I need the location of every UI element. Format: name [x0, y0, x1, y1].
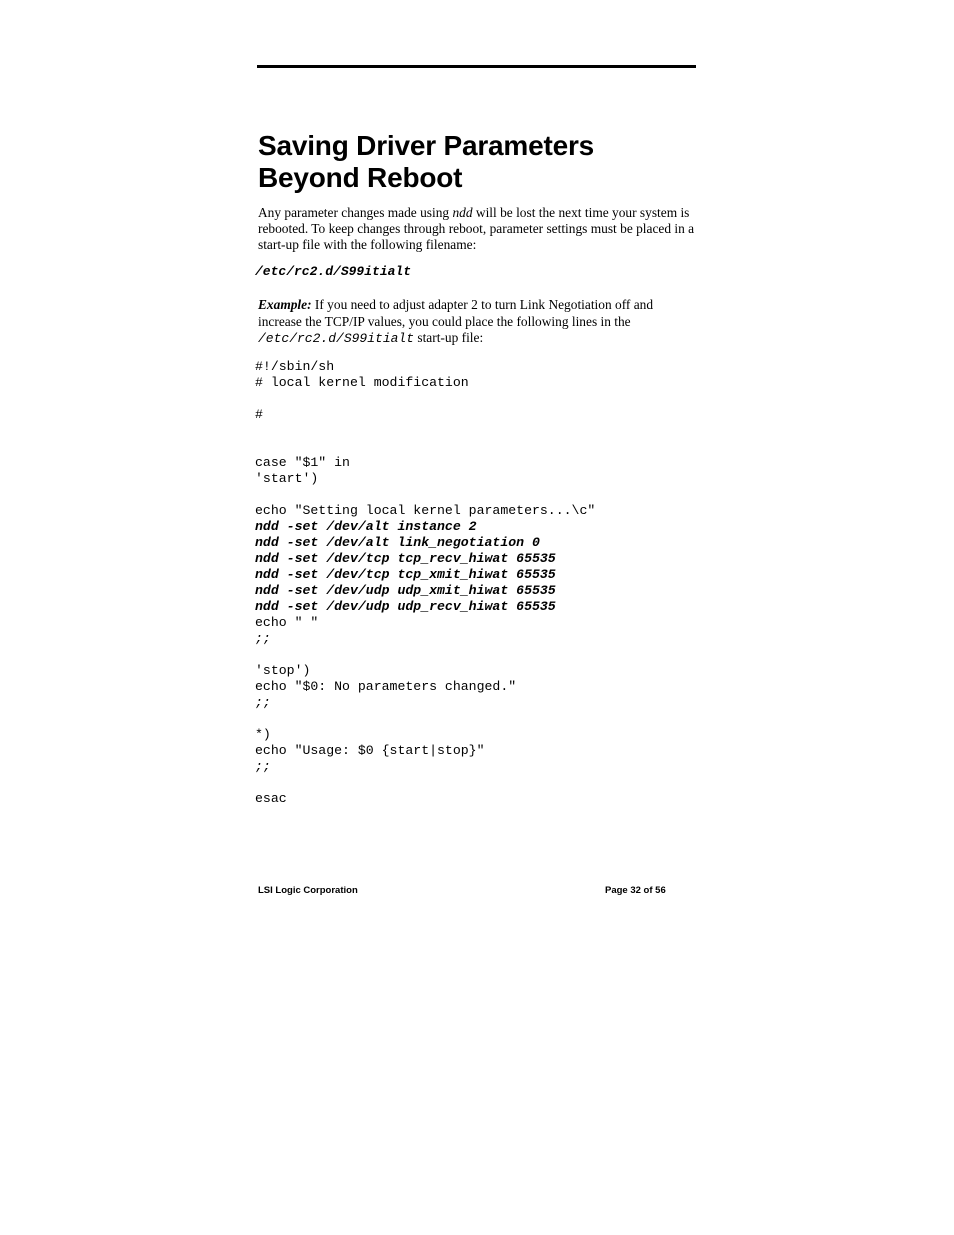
code-line: esac [255, 791, 287, 806]
code-line: 'stop') [255, 663, 311, 678]
code-line [255, 775, 595, 791]
example-text-2: start-up file: [414, 330, 484, 345]
intro-text-1: Any parameter changes made using [258, 205, 453, 220]
example-label: Example: [258, 297, 312, 312]
intro-paragraph [258, 205, 698, 253]
intro-text-2: will be lost the next time your system is rebooted. To keep changes through reboot, parameter settings must be placed in a start-up file with the following filename: [258, 205, 695, 252]
code-listing [255, 359, 595, 807]
code-line: *) [255, 727, 271, 742]
page-title-line-1: Saving Driver Parameters [258, 130, 595, 161]
page-title-line-2: Beyond Reboot [258, 162, 463, 193]
code-line: ;; [255, 631, 271, 646]
header-rule [257, 65, 696, 68]
code-line: echo "Usage: $0 {start|stop}" [255, 743, 485, 758]
code-line: echo "Setting local kernel parameters...\c" [255, 503, 596, 518]
code-line: 'start') [255, 471, 319, 486]
code-line [255, 391, 595, 407]
code-line: ndd -set /dev/tcp tcp_recv_hiwat 65535 [255, 551, 556, 566]
footer-company: LSI Logic Corporation [258, 885, 358, 896]
page-title [258, 130, 698, 194]
code-line: # [255, 407, 263, 422]
example-text-1: If you need to adjust adapter 2 to turn Link Negotiation off and increase the TCP/IP values, you could place the following lines in the [258, 297, 654, 329]
code-line: #!/sbin/sh [255, 359, 335, 374]
footer-page-number: Page 32 of 56 [605, 885, 666, 896]
code-line [255, 711, 595, 727]
intro-ndd-term: ndd [452, 205, 473, 220]
code-line: ;; [255, 695, 271, 710]
code-line [255, 487, 595, 503]
code-line [255, 439, 595, 455]
code-line: case "$1" in [255, 455, 350, 470]
code-line: ndd -set /dev/alt instance 2 [255, 519, 477, 534]
code-line [255, 423, 595, 439]
code-line: echo " " [255, 615, 319, 630]
startup-filename: /etc/rc2.d/S99itialt [255, 264, 412, 279]
code-line: ndd -set /dev/alt link_negotiation 0 [255, 535, 540, 550]
code-line: echo "$0: No parameters changed." [255, 679, 517, 694]
code-line: ndd -set /dev/udp udp_xmit_hiwat 65535 [255, 583, 556, 598]
example-paragraph [258, 297, 698, 348]
code-line: ndd -set /dev/udp udp_recv_hiwat 65535 [255, 599, 556, 614]
code-line [255, 647, 595, 663]
code-line: ndd -set /dev/tcp tcp_xmit_hiwat 65535 [255, 567, 556, 582]
code-line: # local kernel modification [255, 375, 469, 390]
code-line: ;; [255, 759, 271, 774]
example-filename: /etc/rc2.d/S99itialt [258, 331, 415, 346]
